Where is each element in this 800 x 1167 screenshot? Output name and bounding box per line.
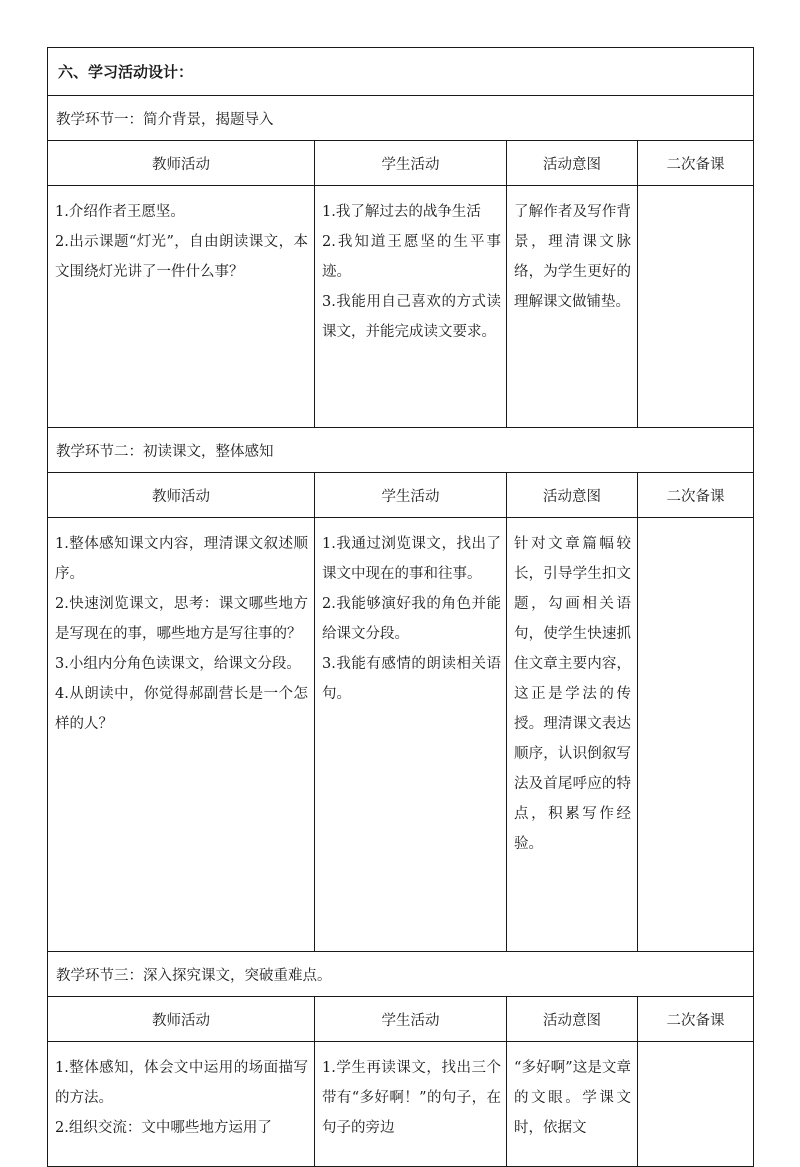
student-activity-cell xyxy=(315,1042,507,1167)
notes-cell[interactable] xyxy=(638,186,754,428)
stage-2-row xyxy=(48,518,754,952)
header-teacher: 教师活动 xyxy=(48,997,315,1042)
header-notes: 二次备课 xyxy=(638,141,754,186)
header-notes: 二次备课 xyxy=(638,473,754,518)
header-student: 学生活动 xyxy=(315,141,507,186)
stage-1-title: 教学环节一：简介背景，揭题导入 xyxy=(48,96,754,141)
notes-cell[interactable] xyxy=(638,1042,754,1167)
student-activity-cell xyxy=(315,518,507,952)
header-row xyxy=(48,141,754,186)
header-row xyxy=(48,473,754,518)
student-activity-cell xyxy=(315,186,507,428)
purpose-text: “多好啊”这是文章的文眼。学课文时，依据文 xyxy=(514,1060,631,1136)
stage-1-row xyxy=(48,186,754,428)
teacher-item: 3.小组内分角色读课文，给课文分段。 xyxy=(55,656,301,672)
student-item: 3.我能有感情的朗读相关语句。 xyxy=(322,656,501,702)
student-item: 1.我通过浏览课文，找出了课文中现在的事和往事。 xyxy=(322,536,501,582)
activity-design-table xyxy=(47,47,754,1167)
header-notes: 二次备课 xyxy=(638,997,754,1042)
student-item: 2.我能够演好我的角色并能给课文分段。 xyxy=(322,596,501,642)
teacher-item: 1.整体感知课文内容，理清课文叙述顺序。 xyxy=(55,536,308,582)
student-item: 1.学生再读课文，找出三个带有“多好啊！”的句子，在句子的旁边 xyxy=(322,1060,501,1136)
header-purpose: 活动意图 xyxy=(507,473,638,518)
student-item: 2.我知道王愿坚的生平事迹。 xyxy=(322,234,501,280)
teacher-item: 4.从朗读中，你觉得郝副营长是一个怎样的人？ xyxy=(55,686,308,732)
purpose-cell xyxy=(507,518,638,952)
stage-2-title: 教学环节二：初读课文，整体感知 xyxy=(48,428,754,473)
header-teacher: 教师活动 xyxy=(48,141,315,186)
stage-3-row xyxy=(48,1042,754,1167)
section-title: 六、学习活动设计： xyxy=(48,48,754,96)
header-student: 学生活动 xyxy=(315,997,507,1042)
teacher-item: 2.组织交流：文中哪些地方运用了 xyxy=(55,1120,272,1136)
student-item: 1.我了解过去的战争生活 xyxy=(322,204,481,220)
teacher-activity-cell xyxy=(48,1042,315,1167)
header-purpose: 活动意图 xyxy=(507,141,638,186)
purpose-cell xyxy=(507,1042,638,1167)
notes-cell[interactable] xyxy=(638,518,754,952)
purpose-text: 了解作者及写作背景，理清课文脉络，为学生更好的理解课文做铺垫。 xyxy=(514,204,631,310)
teacher-activity-cell xyxy=(48,518,315,952)
teacher-item: 1.介绍作者王愿坚。 xyxy=(55,204,185,220)
student-item: 3.我能用自己喜欢的方式读课文，并能完成读文要求。 xyxy=(322,294,501,340)
stage-3-title: 教学环节三：深入探究课文，突破重难点。 xyxy=(48,952,754,997)
header-teacher: 教师活动 xyxy=(48,473,315,518)
header-row xyxy=(48,997,754,1042)
header-student: 学生活动 xyxy=(315,473,507,518)
teacher-activity-cell xyxy=(48,186,315,428)
purpose-cell xyxy=(507,186,638,428)
purpose-text: 针对文章篇幅较长，引导学生扣文题，勾画相关语句，使学生快速抓住文章主要内容，这正是学法的传授。理清课文表达顺序，认识倒叙写法及首尾呼应的特点，积累写作经验。 xyxy=(514,536,631,852)
teacher-item: 1.整体感知，体会文中运用的场面描写的方法。 xyxy=(55,1060,308,1106)
teacher-item: 2.出示课题“灯光”，自由朗读课文，本文围绕灯光讲了一件什么事？ xyxy=(55,234,308,280)
teacher-item: 2.快速浏览课文，思考：课文哪些地方是写现在的事，哪些地方是写往事的？ xyxy=(55,596,308,642)
header-purpose: 活动意图 xyxy=(507,997,638,1042)
